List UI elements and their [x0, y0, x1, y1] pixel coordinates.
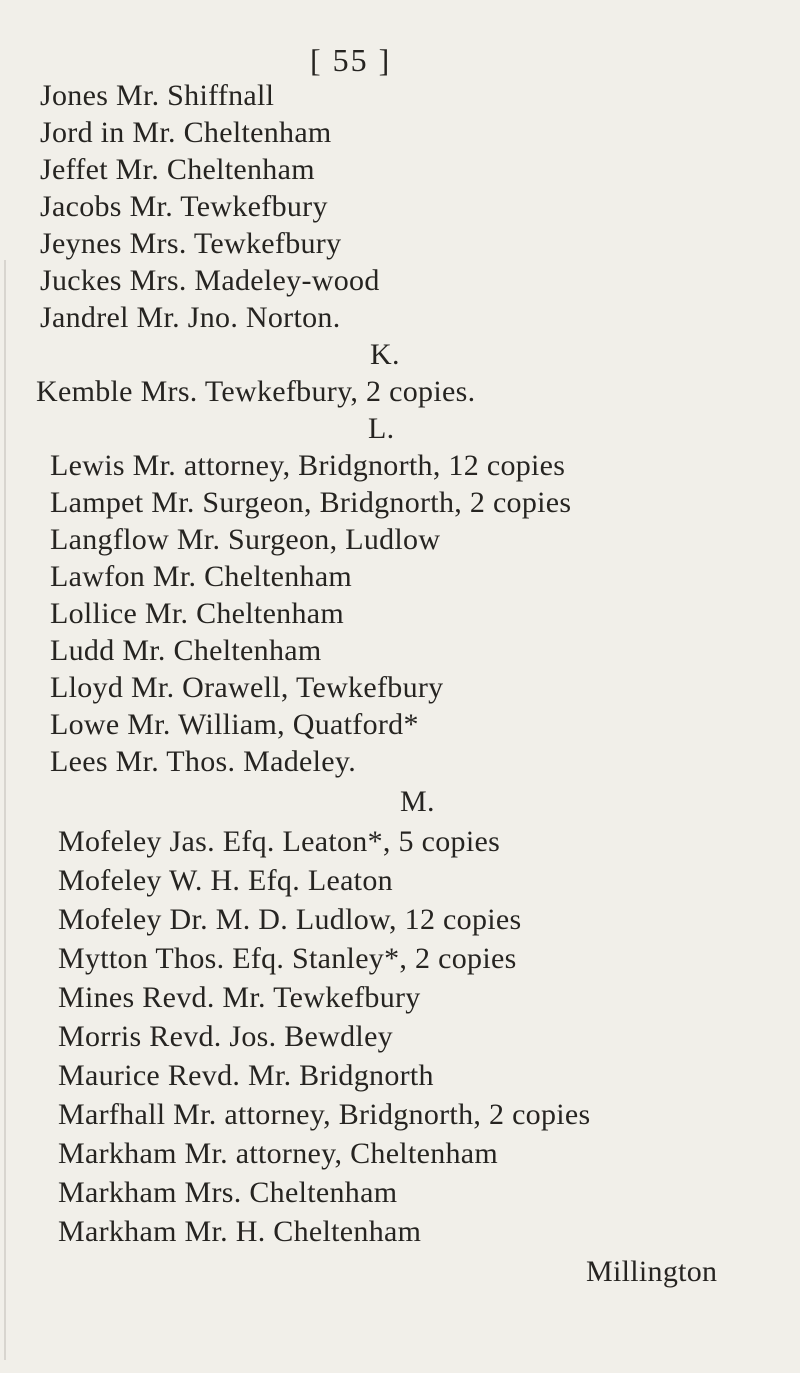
list-item: Mofeley Jas. Efq. Leaton*, 5 copies — [58, 825, 501, 858]
list-item: Markham Mr. H. Cheltenham — [58, 1215, 422, 1248]
list-item: Mofeley W. H. Efq. Leaton — [58, 864, 393, 897]
list-item: Jord in Mr. Cheltenham — [40, 116, 332, 149]
list-item: Lampet Mr. Surgeon, Bridgnorth, 2 copies — [50, 486, 572, 519]
list-item: Mytton Thos. Efq. Stanley*, 2 copies — [58, 942, 517, 975]
page-number: [ 55 ] — [310, 42, 392, 78]
list-item: Marfhall Mr. attorney, Bridgnorth, 2 copies — [58, 1098, 591, 1131]
list-item: Lees Mr. Thos. Madeley. — [50, 745, 357, 778]
list-item: Markham Mr. attorney, Cheltenham — [58, 1137, 499, 1170]
list-item: Jones Mr. Shiffnall — [40, 79, 275, 112]
list-item: Lloyd Mr. Orawell, Tewkefbury — [50, 671, 444, 704]
list-item: Lowe Mr. William, Quatford* — [50, 708, 419, 741]
list-item: Ludd Mr. Cheltenham — [50, 634, 322, 667]
list-item: Morris Revd. Jos. Bewdley — [58, 1020, 393, 1053]
section-heading-l: L. — [368, 412, 395, 445]
list-item: Jacobs Mr. Tewkefbury — [40, 190, 328, 223]
list-item: Langflow Mr. Surgeon, Ludlow — [50, 523, 441, 556]
list-item: Jeffet Mr. Cheltenham — [40, 153, 315, 186]
list-item: Jeynes Mrs. Tewkefbury — [40, 227, 342, 260]
list-item: Kemble Mrs. Tewkefbury, 2 copies. — [36, 375, 476, 408]
list-item: Mines Revd. Mr. Tewkefbury — [58, 981, 421, 1014]
list-item: Maurice Revd. Mr. Bridgnorth — [58, 1059, 434, 1092]
section-heading-k: K. — [370, 338, 400, 371]
section-heading-m: M. — [400, 785, 435, 818]
catchword: Millington — [586, 1255, 718, 1288]
page-edge-shadow — [4, 260, 6, 1360]
list-item: Juckes Mrs. Madeley-wood — [40, 264, 380, 297]
list-item: Lollice Mr. Cheltenham — [50, 597, 345, 630]
list-item: Jandrel Mr. Jno. Norton. — [40, 301, 341, 334]
list-item: Markham Mrs. Cheltenham — [58, 1176, 398, 1209]
list-item: Mofeley Dr. M. D. Ludlow, 12 copies — [58, 903, 522, 936]
list-item: Lawfon Mr. Cheltenham — [50, 560, 353, 593]
list-item: Lewis Mr. attorney, Bridgnorth, 12 copies — [50, 449, 566, 482]
